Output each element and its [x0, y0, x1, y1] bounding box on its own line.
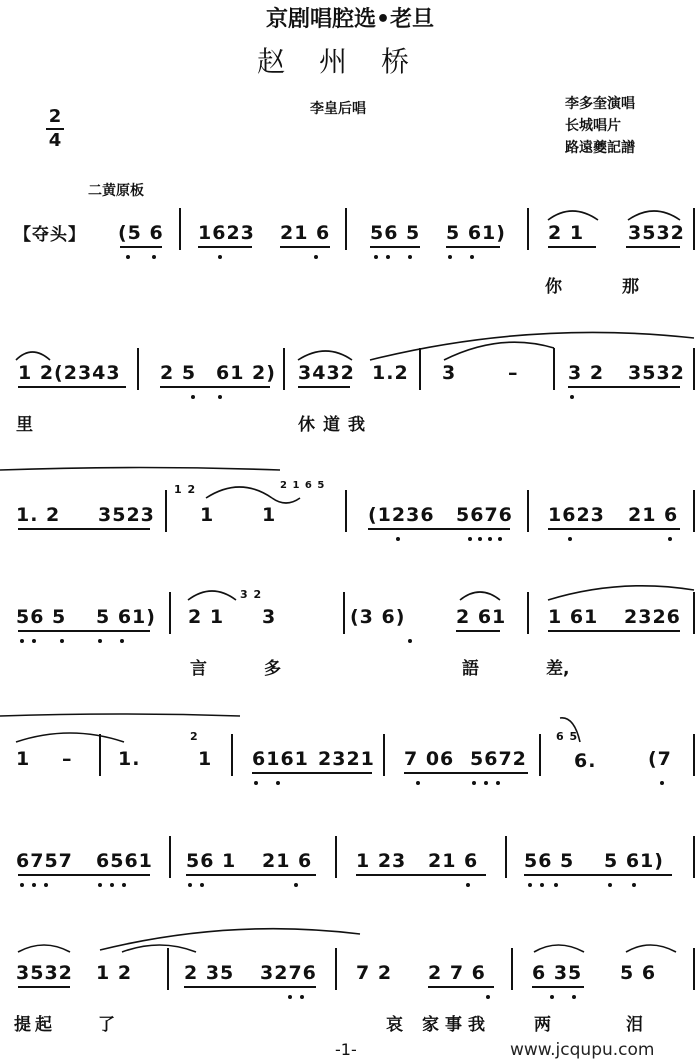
lyric: 家事我 [422, 1015, 491, 1035]
slur [122, 945, 196, 952]
note-group: 1.2 [372, 362, 409, 384]
lyric: 言 [190, 659, 207, 679]
time-signature-top: 2 [48, 106, 62, 127]
note-group: 56 5 [16, 606, 67, 628]
note-group: 2 5 [160, 362, 197, 384]
grace-notes: 3 2 [240, 588, 263, 601]
lyric: 里 [16, 415, 33, 435]
note-group: 21 6 [628, 504, 679, 526]
note-group: 21 6 [428, 850, 479, 872]
note-group: 1 [262, 504, 277, 526]
note-group: – [508, 362, 519, 384]
slur [18, 945, 70, 952]
note-group: 1. 2 [16, 504, 61, 526]
note-group: 5676 [456, 504, 513, 526]
lyric: 哀 [386, 1015, 403, 1035]
slur [626, 945, 676, 952]
note-group: 5 61) [604, 850, 664, 872]
note-group: 2 1 [188, 606, 225, 628]
note-group: 21 6 [280, 222, 331, 244]
lyric: 提起 [14, 1015, 56, 1035]
credit-performer: 李多奎演唱 [565, 96, 635, 112]
slur [628, 211, 680, 220]
credit-transcriber: 路遠夔記譜 [565, 140, 635, 156]
slur [0, 714, 240, 716]
lyric: 那 [622, 277, 639, 297]
note-group: 2 61 [456, 606, 507, 628]
note-group: 6757 [16, 850, 73, 872]
note-group: 6 35 [532, 962, 583, 984]
note-group: 1 2(2343 [18, 362, 121, 384]
note-group: 3532 [628, 362, 685, 384]
lyric: 了 [98, 1015, 115, 1035]
octave-dots [20, 255, 672, 999]
note-group: 【夺头】 [14, 225, 86, 245]
note-group: 7 06 [404, 748, 455, 770]
lyric: 两 [534, 1015, 551, 1035]
slurs [0, 211, 694, 952]
slur [534, 945, 584, 952]
slur [444, 342, 554, 360]
note-group: 2321 [318, 748, 375, 770]
note-group: 3532 [16, 962, 73, 984]
slur [16, 733, 124, 742]
note-group: 2 1 [548, 222, 585, 244]
note-group: 1 [200, 504, 215, 526]
time-signature-bottom: 4 [48, 130, 62, 151]
note-group: 2 35 [184, 962, 235, 984]
note-group: 7 2 [356, 962, 393, 984]
tempo-marking: 二黄原板 [88, 183, 144, 199]
slur [560, 718, 580, 742]
song-title: 赵州桥 [256, 45, 443, 78]
page-number: -1- [335, 1040, 357, 1059]
lyric: 泪 [626, 1015, 643, 1035]
watermark: www.jcqupu.com [510, 1040, 655, 1060]
note-group: 6. [574, 750, 597, 772]
slur [548, 586, 694, 600]
note-group: 2 7 6 [428, 962, 486, 984]
slur [272, 498, 300, 503]
note-group: 3523 [98, 504, 155, 526]
slur [206, 487, 272, 498]
grace-notes: 2 [190, 730, 199, 743]
note-group: 3432 [298, 362, 355, 384]
note-group: 1 [16, 748, 31, 770]
note-group: 21 6 [262, 850, 313, 872]
series-title: 京剧唱腔选•老旦 [265, 7, 435, 32]
note-group: 1 [198, 748, 213, 770]
note-group: 1623 [198, 222, 255, 244]
note-group: 1. [118, 748, 141, 770]
lyric: 你 [545, 277, 562, 297]
note-group: 3 [442, 362, 457, 384]
note-group: 1 61 [548, 606, 599, 628]
note-group: 3 [262, 606, 277, 628]
note-group: 61 2) [216, 362, 276, 384]
slur [460, 592, 500, 600]
slur [0, 468, 280, 471]
note-group: 5672 [470, 748, 527, 770]
note-group: (3 6) [350, 606, 406, 628]
grace-notes: 2 1 6 5 [280, 480, 326, 491]
note-group: 2326 [624, 606, 681, 628]
lyric: 語 [462, 659, 479, 679]
note-group: 6561 [96, 850, 153, 872]
grace-notes: 1 2 [174, 483, 197, 496]
note-group: 6161 [252, 748, 309, 770]
note-group: 5 61) [446, 222, 506, 244]
note-group: 1 2 [96, 962, 133, 984]
note-group: 3276 [260, 962, 317, 984]
note-group: 5 61) [96, 606, 156, 628]
note-group: 3 2 [568, 362, 605, 384]
lyric: 多 [264, 659, 281, 679]
note-group: 1 23 [356, 850, 407, 872]
note-group: 56 1 [186, 850, 237, 872]
note-group: 1623 [548, 504, 605, 526]
grace-notes: 6 5 [556, 730, 579, 743]
singer-note: 李皇后唱 [310, 101, 366, 117]
note-group: 56 5 [370, 222, 421, 244]
slur [188, 591, 236, 600]
note-group: 56 5 [524, 850, 575, 872]
lyric: 休道我 [298, 415, 373, 435]
note-group: – [62, 748, 73, 770]
note-group: (1236 [368, 504, 435, 526]
note-group: (7 [648, 748, 672, 770]
lyric: 差, [546, 659, 570, 679]
note-group: (5 6 [118, 222, 164, 244]
credit-record: 长城唱片 [565, 118, 621, 134]
slur [370, 332, 694, 360]
note-group: 5 6 [620, 962, 657, 984]
slur [548, 211, 598, 220]
slur [298, 351, 352, 360]
slur [16, 352, 50, 360]
note-group: 3532 [628, 222, 685, 244]
